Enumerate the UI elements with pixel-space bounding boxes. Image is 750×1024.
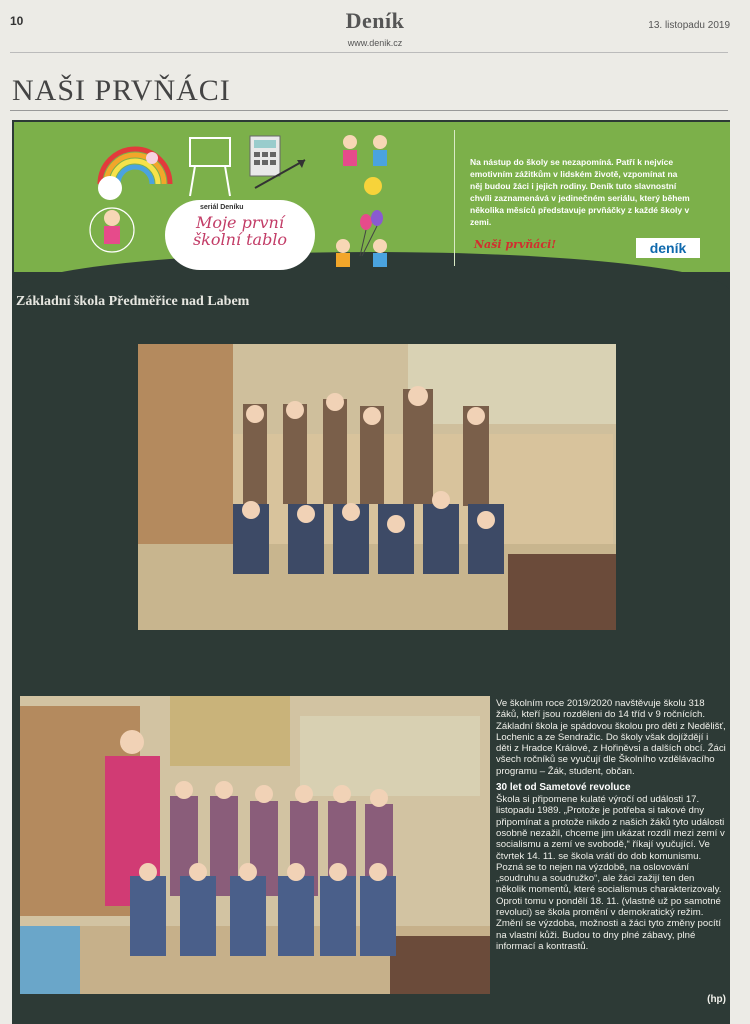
children-bottom-icon: [336, 239, 387, 267]
class-photo-bottom-image: [20, 696, 490, 994]
series-label: seriál Deníku: [200, 204, 244, 211]
section-title: NAŠI PRVŇÁCI: [12, 74, 231, 107]
newspaper-brand: Deník: [345, 8, 405, 33]
article-body: [496, 698, 726, 957]
rainbow-icon: [98, 149, 170, 200]
page-number: 10: [10, 14, 24, 28]
class-photo-top-image: [138, 344, 616, 630]
newspaper-url: www.denik.cz: [347, 38, 403, 48]
banner-signature: Naši prvňáci!: [474, 238, 557, 251]
title-rule: [10, 110, 728, 111]
sun-icon: [364, 177, 382, 195]
header-rule: [10, 52, 728, 53]
calculator-icon: [250, 136, 280, 176]
easel-icon: [190, 138, 230, 196]
article-byline: (hp): [707, 994, 726, 1005]
article-paragraph-1: Ve školním roce 2019/2020 navštěvuje školu 318 žáků, kteří jsou rozděleni do 14 tříd v 9 ročnících. Základní škola je spádovou školou pro děti z Nedělišť, Lochenic a ze Sendražic. Do školy však dojíždějí i děti z Hradce Králové, z Hořiněvsi a dalších obcí. Žáci všech ročníků se vyučují dle Školního vzdělávacího programu – Žák, student, občan.: [496, 698, 726, 777]
banner-intro: Na nástup do školy se nezapomíná. Patří k nejvíce emotivním zážitkům v lidském životě, vzpomínat na něj budou žáci i jejich rodiny. Deník tuto slavnostní chvíli zaznamenává v jedinečném seriálu, který během několika měsíců představuje prvňáčky z každé školy v zemi.: [470, 157, 690, 227]
child-left-icon: [90, 208, 134, 252]
child-figure-icon: [343, 135, 387, 166]
series-title: Moje první školní tablo: [192, 213, 288, 249]
article-heading: 30 let od Sametové revoluce: [496, 782, 631, 794]
class-photo-top: [138, 344, 616, 630]
denik-logo: deník: [636, 238, 700, 258]
school-name: Základní škola Předměřice nad Labem: [16, 294, 250, 309]
class-photo-bottom: [20, 696, 490, 994]
article-paragraph-2: Škola si připomene kulaté výročí od události 17. listopadu 1989. „Protože je potřeba si takové dny připomínat a protože nikdo z našich žáků tyto události osobně nezažil, chceme jim ukázat rozdíl mezi zemí v socialismu a zemí ve svobodě,“ říkají vyučující. Ve čtvrtek 14. 11. se škola vrátí do dob komunismu. Pozná se to nejen na výzdobě, na oslovování „soudruhu a soudružko“, ale žáci zažijí ten den několik momentů, které socialismus charakterizovaly. Oproti tomu v pondělí 18. 11. (vlastně už po samotné revoluci) se škola promění v demokratický režim. Změní se výzdoba, možnosti a žáci tyto změny pocítí na vlastní kůži. Budou to dny plné zábavy, plné informací a kontrastů.: [496, 794, 725, 952]
issue-date: 13. listopadu 2019: [648, 20, 730, 31]
banner-divider: [454, 130, 455, 266]
